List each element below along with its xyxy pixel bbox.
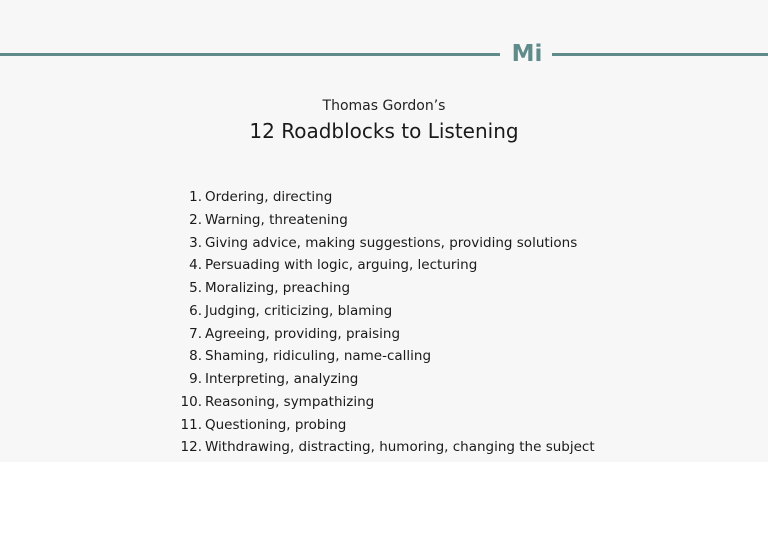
item-number: 6. (189, 302, 202, 319)
item-text: Interpreting, analyzing (205, 371, 359, 387)
item-text: Reasoning, sympathizing (205, 393, 375, 410)
list-item (176, 186, 595, 209)
item-number: 12. (180, 439, 202, 456)
header-rule-left (0, 53, 500, 56)
item-number: 9. (189, 371, 202, 387)
item-number: 11. (180, 416, 202, 433)
item-text: Agreeing, providing, praising (205, 325, 401, 342)
mi-logo: Mi (511, 41, 543, 67)
list-item (176, 368, 595, 391)
item-text: Persuading with logic, arguing, lecturing (205, 257, 478, 274)
item-number: 2. (189, 211, 202, 228)
item-text: Ordering, directing (205, 189, 333, 205)
list-item (176, 436, 595, 459)
slide-subtitle: Thomas Gordon’s (322, 98, 446, 114)
header-rule-right (552, 53, 768, 56)
item-text: Questioning, probing (205, 416, 347, 433)
slide-title: 12 Roadblocks to Listening (249, 119, 519, 143)
item-number: 3. (189, 234, 202, 251)
item-text: Giving advice, making suggestions, providing solutions (205, 234, 578, 251)
list-item (176, 277, 595, 300)
list-item (176, 391, 595, 414)
list-item (176, 232, 595, 255)
list-item (176, 345, 595, 368)
list-item (176, 300, 595, 323)
item-text: Moralizing, preaching (205, 280, 351, 296)
item-text: Warning, threatening (205, 211, 348, 228)
item-text: Shaming, ridiculing, name-calling (205, 348, 432, 365)
list-item (176, 414, 595, 437)
item-number: 5. (189, 280, 202, 296)
item-text: Judging, criticizing, blaming (205, 302, 393, 319)
item-number: 8. (189, 348, 202, 365)
item-number: 10. (180, 393, 202, 410)
list-item (176, 254, 595, 277)
item-number: 1. (189, 189, 202, 205)
roadblocks-list (176, 186, 595, 459)
item-number: 4. (189, 257, 202, 274)
item-number: 7. (189, 325, 202, 342)
list-item (176, 209, 595, 232)
item-text: Withdrawing, distracting, humoring, changing the subject (205, 439, 595, 456)
list-item (176, 323, 595, 346)
